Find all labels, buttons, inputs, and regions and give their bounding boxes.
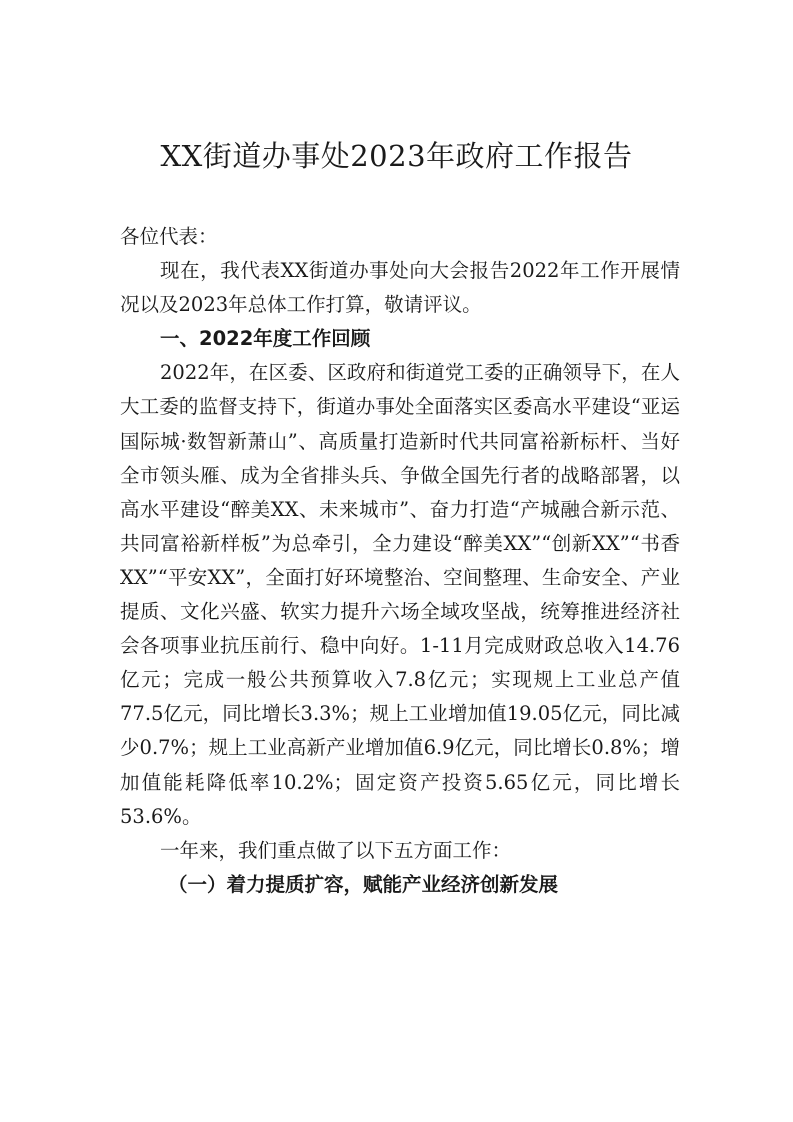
review-paragraph: 2022年，在区委、区政府和街道党工委的正确领导下，在人大工委的监督支持下，街道办事处全面落实区委高水平建设“亚运国际城·数智新萧山”、高质量打造新时代共同富裕新标杆、当好全市领头雁、成为全省排头兵、争做全国先行者的战略部署，以高水平建设“醉美XX、未来城市”、奋力打造“产城融合新示范、共同富裕新样板”为总牵引，全力建设“醉美XX”“创新XX”“书香XX”“平安XX”，全面打好环境整治、空间整理、生命安全、产业提质、文化兴盛、软实力提升六场全域攻坚战，统筹推进经济社会各项事业抗压前行、稳中向好。1-11月完成财政总收入14.76亿元；完成一般公共预算收入7.8亿元；实现规上工业总产值77.5亿元，同比增长3.3%；规上工业增加值19.05亿元，同比减少0.7%；规上工业高新产业增加值6.9亿元，同比增长0.8%；增加值能耗降低率10.2%；固定资产投资5.65亿元，同比增长53.6%。 — [120, 361, 680, 828]
document-title: XX街道办事处2023年政府工作报告 — [160, 139, 633, 173]
document-body — [120, 220, 680, 902]
subsection-heading: （一）着力提质扩容，赋能产业经济创新发展 — [168, 872, 559, 896]
salutation: 各位代表： — [120, 225, 218, 248]
intro-paragraph: 现在，我代表XX街道办事处向大会报告2022年工作开展情况以及2023年总体工作打算，敬请评议。 — [120, 259, 680, 317]
summary-paragraph: 一年来，我们重点做了以下五方面工作： — [160, 838, 512, 862]
section-heading: 一、2022年度工作回顾 — [160, 327, 371, 351]
